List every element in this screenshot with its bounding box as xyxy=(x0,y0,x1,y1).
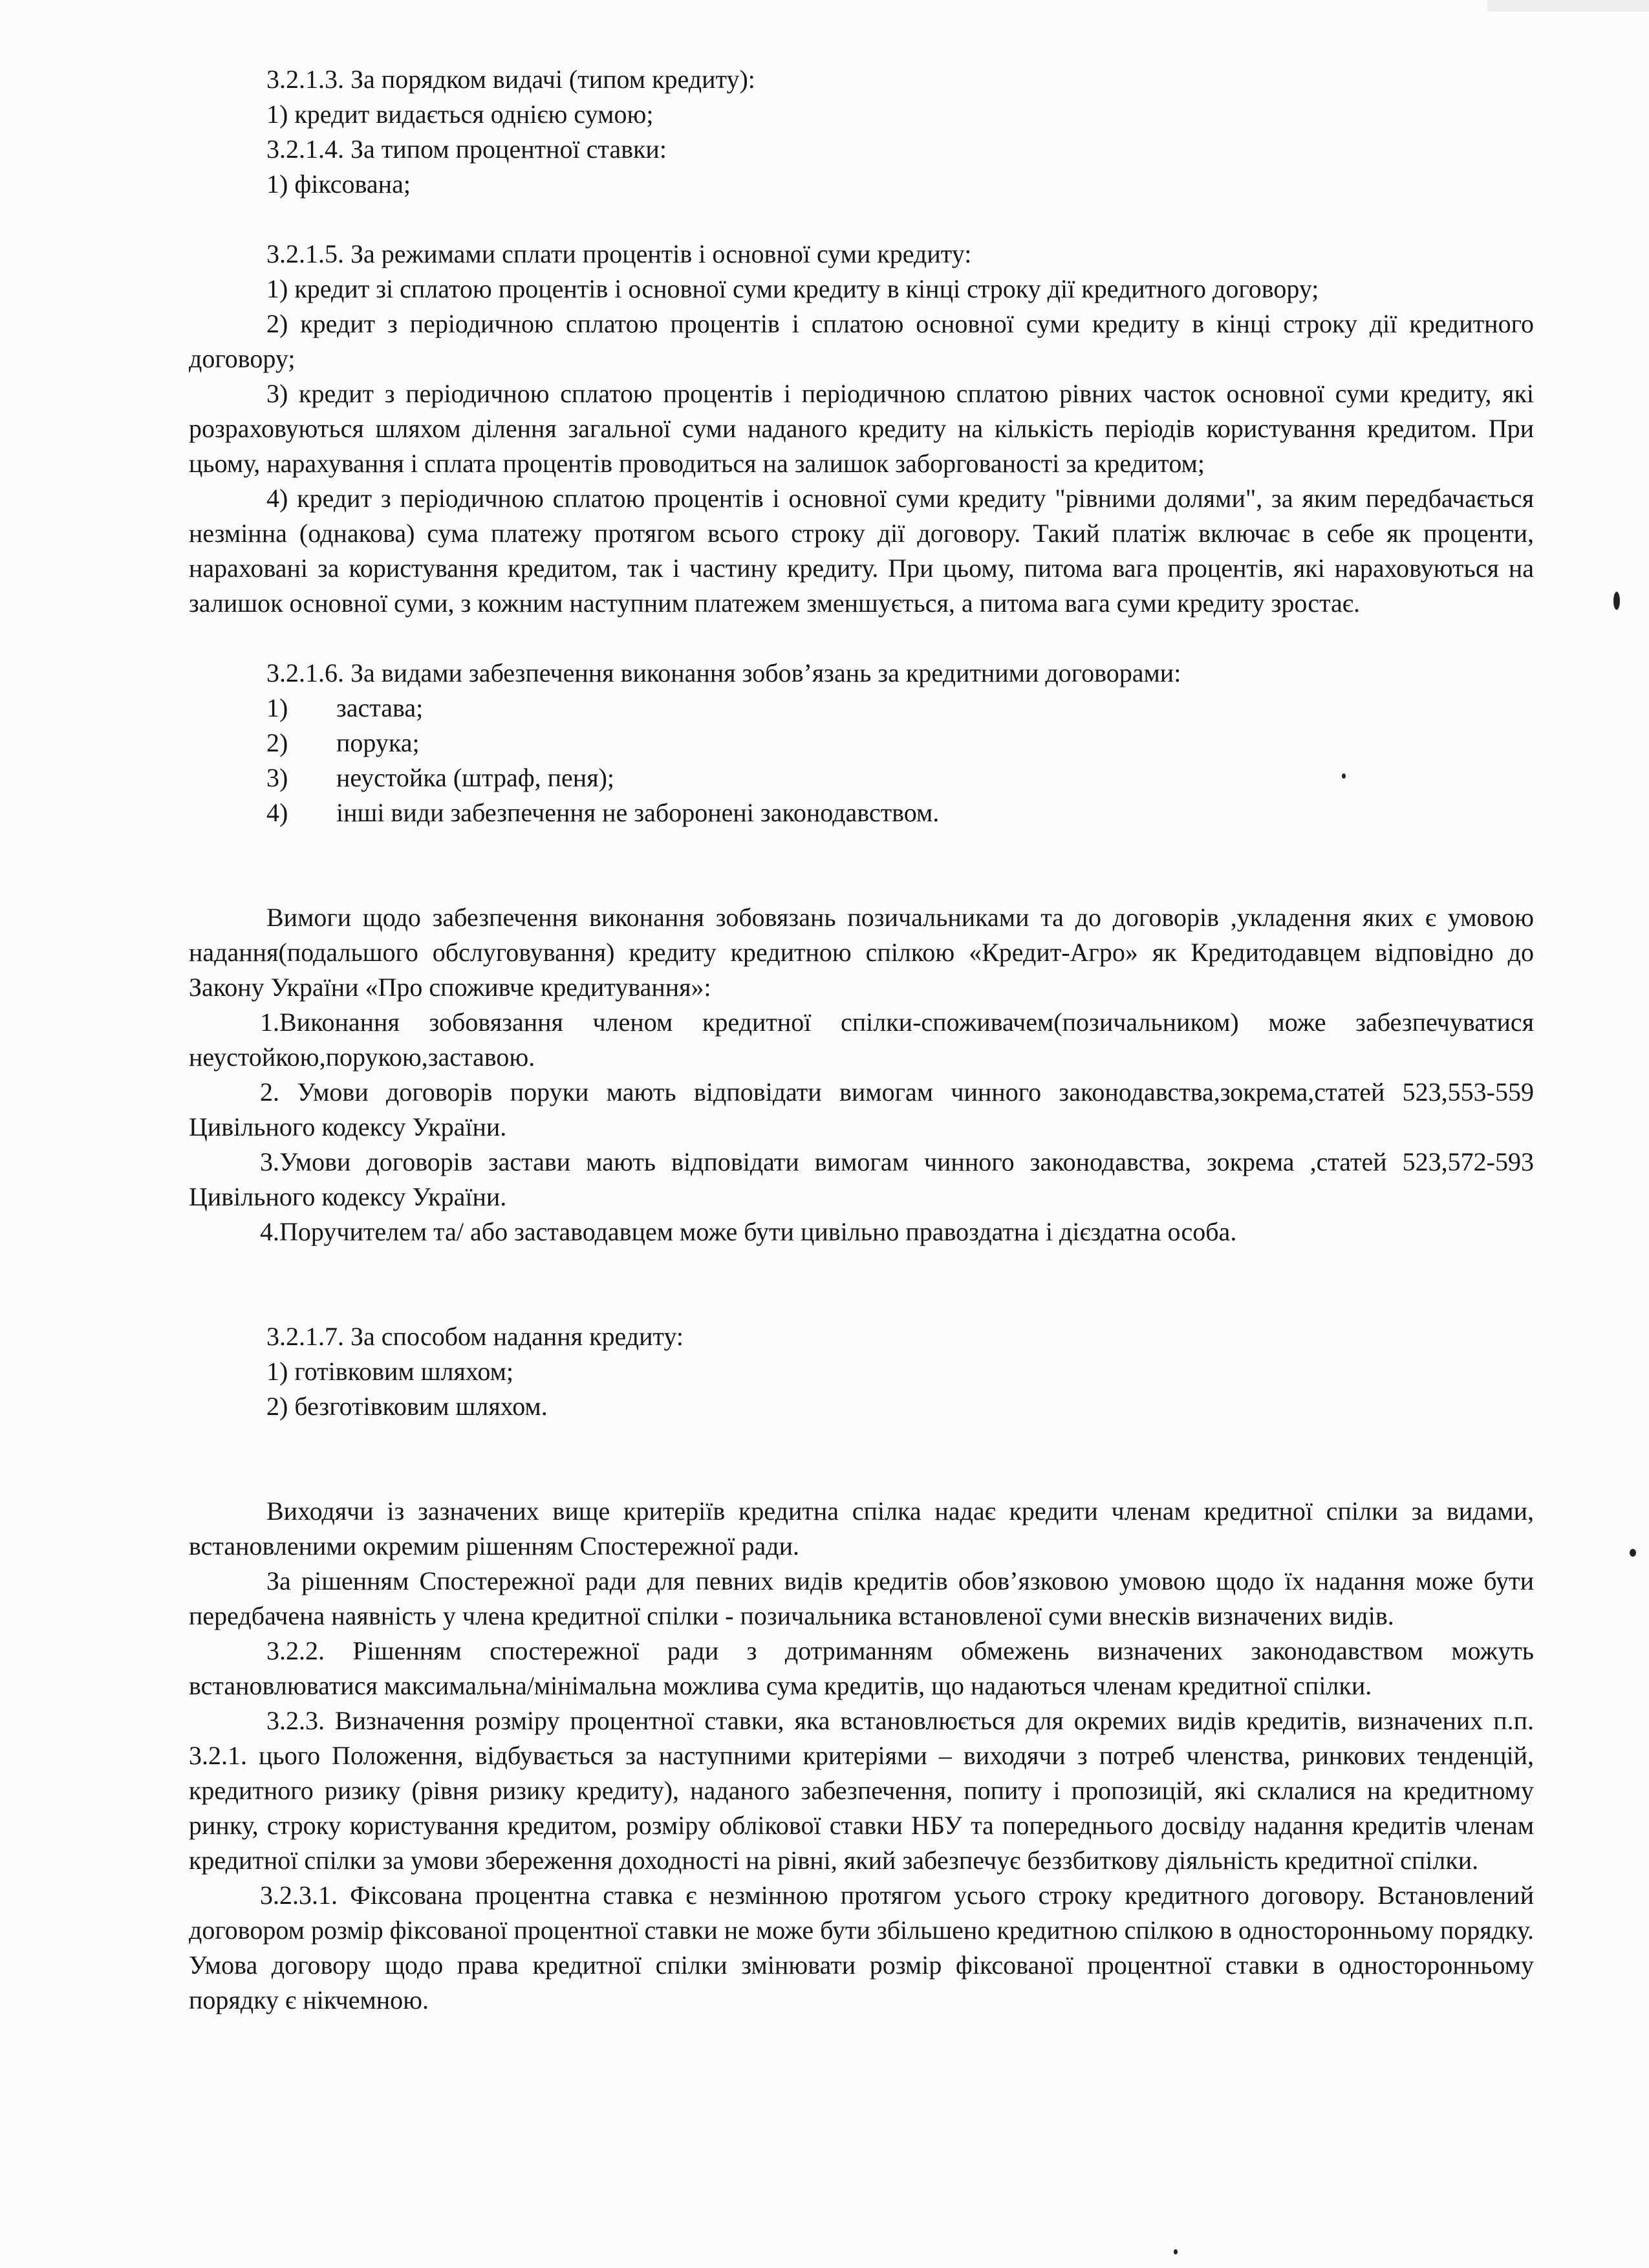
list-item: 1) кредит зі сплатою процентів і основної суми кредиту в кінці строку дії кредитного договору; xyxy=(266,274,1319,303)
list-item: 1) фіксована; xyxy=(266,169,411,199)
section-heading-3-2-1-6: 3.2.1.6. За видами забезпечення виконання зобов’язань за кредитними договорами: xyxy=(266,658,1181,687)
list-item: 4) кредит з періодичною сплатою процентів і основної суми кредиту "рівними долями", за яким передбачається незмінна (однакова) сума платежу протягом всього строку дії договору. Такий платіж включає в себе як проценти, нараховані за користування кредитом, так і частину кредиту. При цьому, питома вага процентів, які нараховуються на залишок основної суми, з кожним наступним платежем зменшується, а питома вага суми кредиту зростає. xyxy=(189,484,1534,618)
scan-speck xyxy=(1174,2249,1178,2254)
scan-noise xyxy=(1487,0,1649,12)
list-item xyxy=(189,761,1534,795)
requirements-paragraph: 4.Поручителем та/ або заставодавцем може бути цивільно правоздатна і дієздатна особа. xyxy=(260,1217,1237,1246)
scan-speck xyxy=(1630,1549,1636,1557)
list-number: 1) xyxy=(266,693,288,722)
requirements-paragraph: 3.Умови договорів застави мають відповідати вимогам чинного законодавства, зокрема ,статей 523,572-593 Цивільного кодексу України. xyxy=(189,1147,1534,1211)
list-text: інші види забезпечення не заборонені законодавством. xyxy=(336,798,940,827)
list-item: 1) готівковим шляхом; xyxy=(266,1357,513,1386)
requirements-intro: Вимоги щодо забезпечення виконання зобовязань позичальниками та до договорів ,укладення яких є умовою надання(подальшого обслуговування) кредиту кредитною спілкою «Кредит-Агро» як Кредитодавцем відповідно до Закону України «Про споживче кредитування»: xyxy=(189,903,1534,1002)
list-item xyxy=(189,726,1534,761)
closing-paragraph: Виходячи із зазначених вище критеріїв кредитна спілка надає кредити членам кредитної спілки за видами, встановленими окремим рішенням Спостережної ради. xyxy=(189,1496,1534,1561)
list-number: 3) xyxy=(266,763,288,792)
requirements-paragraph: 1.Виконання зобовязання членом кредитної спілки-споживачем(позичальником) може забезпечуватися неустойкою,порукою,заставою. xyxy=(189,1008,1534,1072)
list-text: застава; xyxy=(336,693,424,722)
list-text: порука; xyxy=(336,728,420,757)
section-heading-3-2-1-5: 3.2.1.5. За режимами сплати процентів і основної суми кредиту: xyxy=(266,239,972,268)
requirements-paragraph: 2. Умови договорів поруки мають відповідати вимогам чинного законодавства,зокрема,статей 523,553-559 Цивільного кодексу України. xyxy=(189,1077,1534,1141)
section-3-2-3: 3.2.3. Визначення розміру процентної ставки, яка встановлюється для окремих видів кредитів, визначених п.п. 3.2.1. цього Положення, відбувається за наступними критеріями – виходячи з потреб членства, ринкових тенденцій, кредитного ризику (рівня ризику кредиту), наданого забезпечення, попиту і пропозицій, які склалися на кредитному ринку, строку користування кредитом, розміру облікової ставки НБУ та попереднього досвіду надання кредитів членам кредитної спілки за умови збереження доходності на рівні, який забезпечує беззбиткову діяльність кредитної спілки. xyxy=(189,1706,1534,1875)
list-item xyxy=(189,691,1534,726)
list-item: 2) безготівковим шляхом. xyxy=(266,1392,548,1421)
closing-paragraph: За рішенням Спостережної ради для певних видів кредитів обов’язковою умовою щодо їх надання може бути передбачена наявність у члена кредитної спілки - позичальника встановленої суми внесків визначених видів. xyxy=(189,1566,1534,1630)
section-3-2-3-1: 3.2.3.1. Фіксована процентна ставка є незмінною протягом усього строку кредитного договору. Встановлений договором розмір фіксованої процентної ставки не може бути збільшено кредитною спілкою в односторонньому порядку. Умова договору щодо права кредитної спілки змінювати розмір фіксованої процентної ставки в односторонньому порядку є нікчемною. xyxy=(189,1881,1534,2014)
list-item: 1) кредит видається однією сумою; xyxy=(266,100,654,129)
list-text: неустойка (штраф, пеня); xyxy=(336,763,615,792)
document-body xyxy=(189,62,1534,2018)
list-item xyxy=(189,795,1534,830)
list-number: 2) xyxy=(266,728,288,757)
scan-speck xyxy=(1613,592,1620,610)
list-number: 4) xyxy=(266,798,288,827)
list-item: 2) кредит з періодичною сплатою процентів і сплатою основної суми кредиту в кінці строку дії кредитного договору; xyxy=(189,309,1534,373)
list-item: 3) кредит з періодичною сплатою процентів і періодичною сплатою рівних часток основної суми кредиту, які розраховуються шляхом ділення загальної суми наданого кредиту на кількість періодів користування кредитом. При цьому, нарахування і сплата процентів проводиться на залишок заборгованості за кредитом; xyxy=(189,379,1534,478)
section-3-2-2: 3.2.2. Рішенням спостережної ради з дотриманням обмежень визначених законодавством можуть встановлюватися максимальна/мінімальна можлива сума кредитів, що надаються членам кредитної спілки. xyxy=(189,1636,1534,1700)
section-heading-3-2-1-4: 3.2.1.4. За типом процентної ставки: xyxy=(266,135,667,164)
section-heading-3-2-1-3: 3.2.1.3. За порядком видачі (типом кредиту): xyxy=(266,65,755,94)
section-heading-3-2-1-7: 3.2.1.7. За способом надання кредиту: xyxy=(266,1322,684,1351)
